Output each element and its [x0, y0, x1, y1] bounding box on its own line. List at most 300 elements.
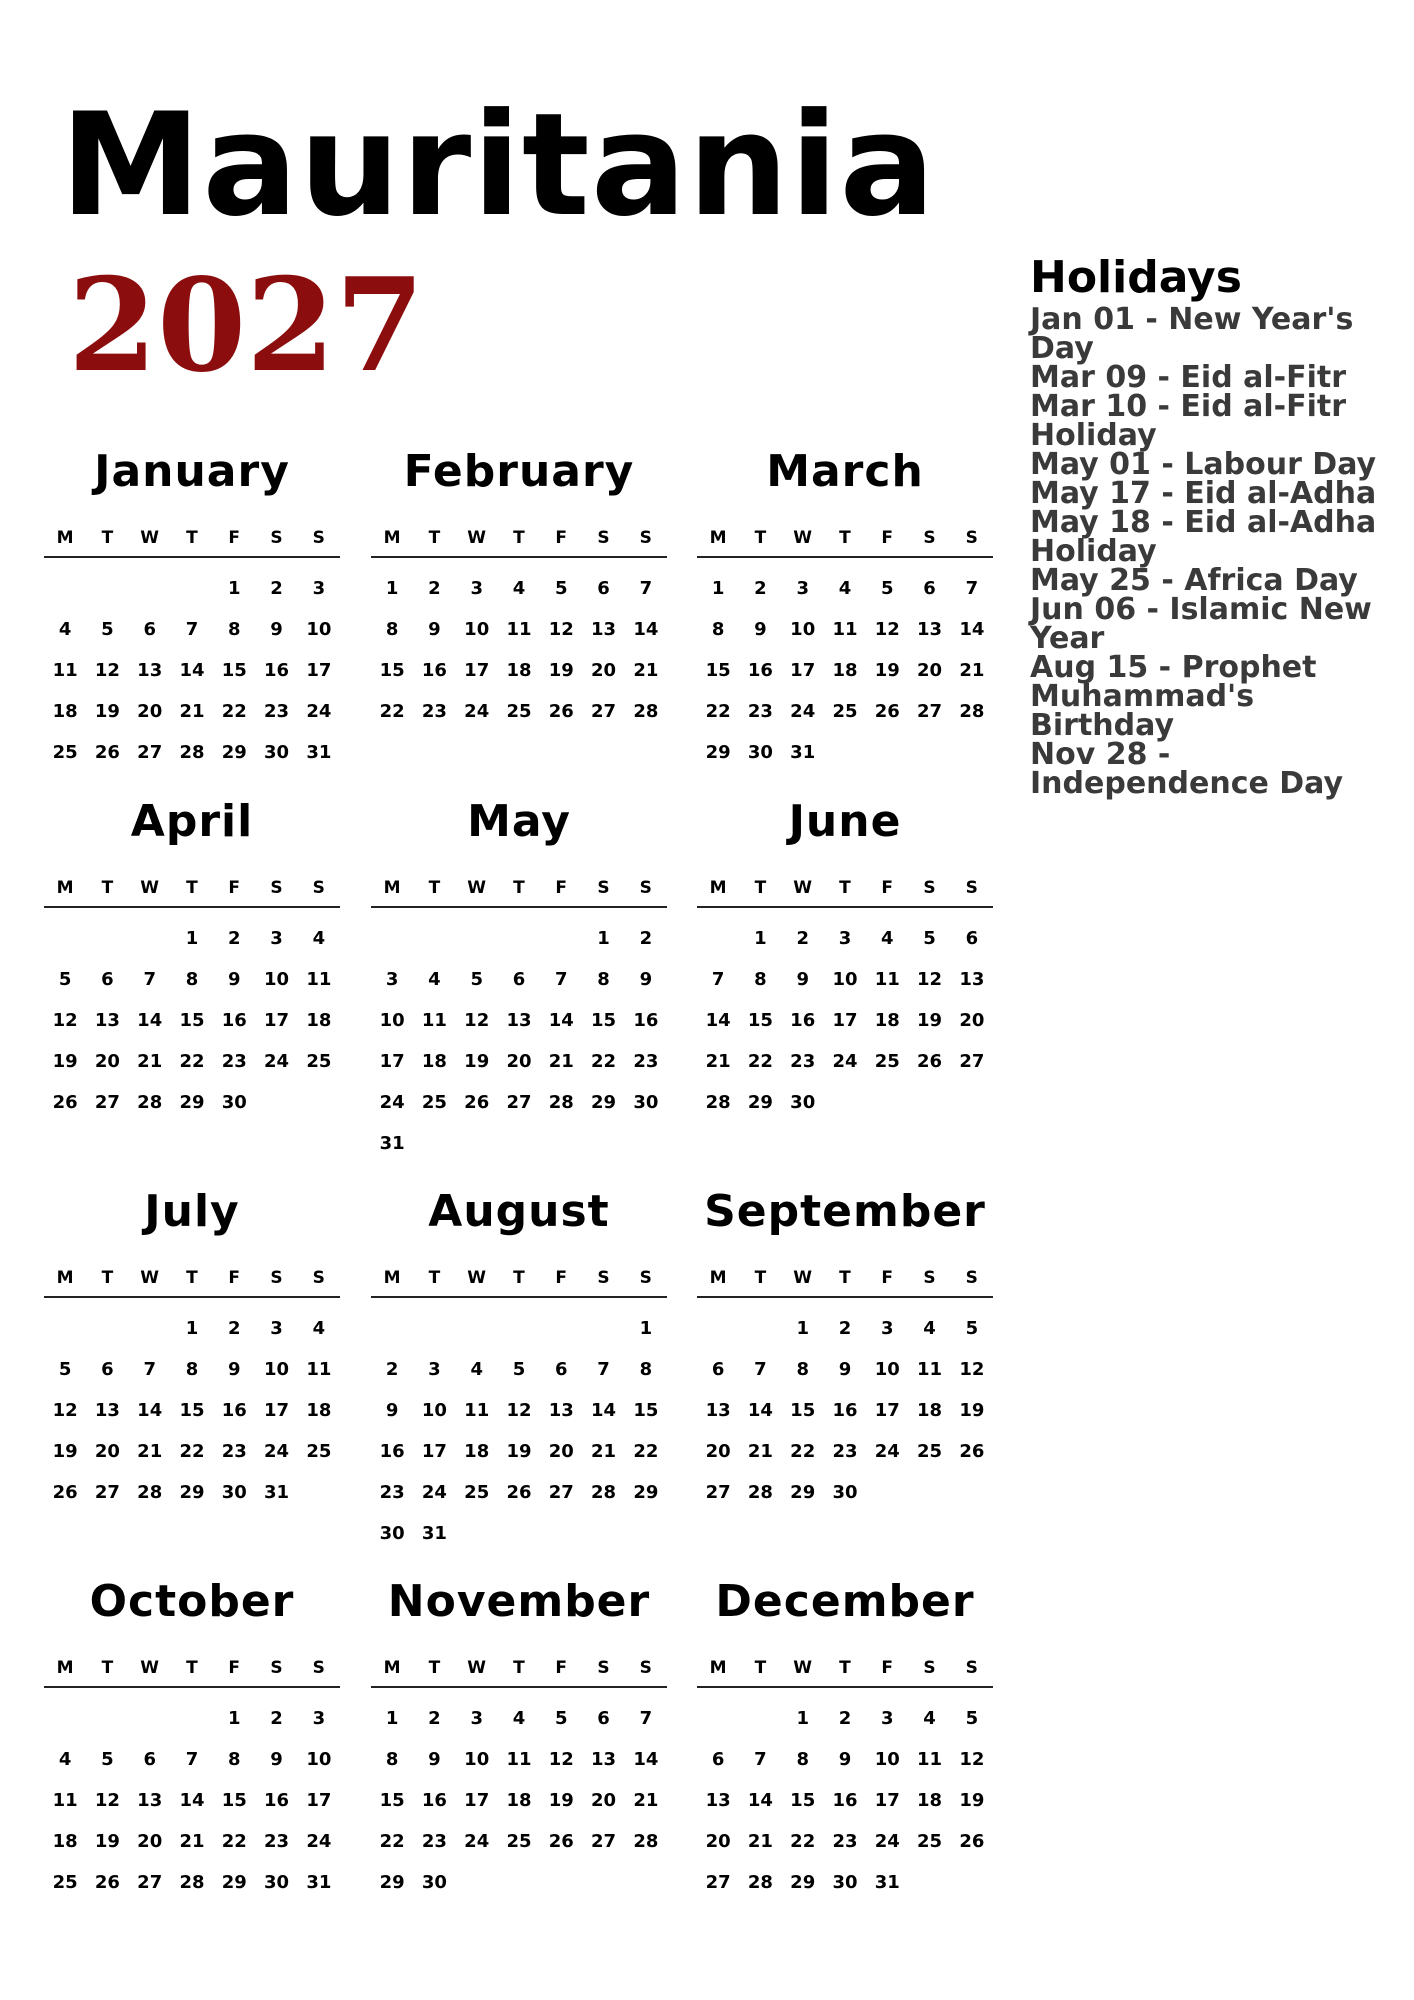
- day-cell: 17: [264, 1010, 290, 1031]
- day-cell: 11: [52, 660, 78, 681]
- day-cell: 28: [179, 742, 205, 763]
- day-cell: 7: [639, 1708, 653, 1729]
- day-cell: 12: [94, 1790, 120, 1811]
- day-cell: 27: [591, 701, 617, 722]
- weekday-label: F: [228, 878, 240, 898]
- day-cell: 6: [143, 1749, 156, 1770]
- day-cell: 10: [464, 1749, 490, 1770]
- day-cell: 26: [959, 1831, 985, 1852]
- day-cell: 3: [385, 969, 399, 990]
- day-cell: 22: [379, 1831, 405, 1852]
- day-cell: 28: [747, 1482, 773, 1503]
- day-cell: 10: [264, 969, 290, 990]
- day-cell: 24: [874, 1831, 900, 1852]
- weekday-header: [371, 1268, 667, 1298]
- day-cell: 8: [385, 1749, 399, 1770]
- day-cell: 5: [555, 578, 568, 599]
- day-cell: 25: [506, 1831, 532, 1852]
- empty-cell: [129, 568, 171, 609]
- weekday-header: [371, 528, 667, 558]
- empty-cell: [371, 918, 413, 959]
- empty-cell: [456, 918, 498, 959]
- day-cell: 1: [597, 928, 610, 949]
- weekday-header: [697, 1268, 993, 1298]
- day-cell: 26: [548, 701, 574, 722]
- day-cell: 25: [917, 1831, 943, 1852]
- day-cell: 4: [512, 1708, 526, 1729]
- day-cell: 9: [754, 619, 767, 640]
- day-cell: 18: [464, 1441, 490, 1462]
- weekday-label: T: [754, 878, 767, 898]
- day-cell: 17: [874, 1400, 900, 1421]
- empty-cell: [739, 1308, 781, 1349]
- day-cell: 1: [796, 1318, 809, 1339]
- day-cell: 10: [379, 1010, 405, 1031]
- day-cell: 28: [591, 1482, 617, 1503]
- day-cell: 5: [965, 1708, 979, 1729]
- day-cell: 12: [959, 1749, 985, 1770]
- day-cell: 3: [470, 1708, 483, 1729]
- day-cell: 22: [379, 701, 405, 722]
- weekday-header: [371, 1658, 667, 1688]
- day-cell: 13: [705, 1790, 731, 1811]
- day-cell: 25: [52, 1872, 78, 1893]
- day-cell: 19: [917, 1010, 943, 1031]
- day-cell: 22: [747, 1051, 773, 1072]
- day-cell: 9: [639, 969, 653, 990]
- weekday-label: S: [270, 1268, 283, 1288]
- weekday-header: [44, 528, 340, 558]
- empty-cell: [44, 568, 86, 609]
- day-grid: [371, 1308, 667, 1554]
- empty-cell: [86, 568, 128, 609]
- month-name: October: [89, 1576, 295, 1627]
- day-cell: 6: [512, 969, 526, 990]
- weekday-label: M: [709, 528, 727, 548]
- day-grid: [697, 918, 993, 1123]
- day-cell: 3: [312, 1708, 326, 1729]
- day-cell: 12: [874, 619, 900, 640]
- day-cell: 19: [959, 1790, 985, 1811]
- day-cell: 16: [832, 1400, 858, 1421]
- day-cell: 18: [874, 1010, 900, 1031]
- weekday-label: T: [839, 878, 851, 898]
- weekday-header: [697, 528, 993, 558]
- day-cell: 29: [790, 1482, 816, 1503]
- month-name: April: [130, 796, 254, 847]
- day-cell: 4: [512, 578, 526, 599]
- day-cell: 19: [548, 1790, 574, 1811]
- weekday-label: T: [754, 528, 767, 548]
- weekday-label: T: [186, 1658, 198, 1678]
- day-cell: 4: [838, 578, 852, 599]
- day-cell: 19: [874, 660, 900, 681]
- weekday-label: W: [467, 528, 487, 548]
- day-cell: 31: [264, 1482, 290, 1503]
- weekday-label: S: [270, 1658, 283, 1678]
- day-cell: 3: [270, 1318, 283, 1339]
- empty-cell: [413, 918, 455, 959]
- day-grid: [44, 1308, 340, 1513]
- day-cell: 8: [711, 619, 725, 640]
- day-cell: 5: [923, 928, 936, 949]
- weekday-header: [371, 878, 667, 908]
- day-cell: 4: [923, 1708, 936, 1729]
- day-cell: 16: [790, 1010, 816, 1031]
- day-cell: 29: [591, 1092, 617, 1113]
- day-cell: 1: [185, 928, 199, 949]
- day-cell: 7: [143, 969, 156, 990]
- day-cell: 30: [633, 1092, 659, 1113]
- day-cell: 13: [591, 619, 617, 640]
- weekday-label: S: [965, 1268, 978, 1288]
- day-cell: 9: [428, 1749, 441, 1770]
- holiday-item: May 18 - Eid al-Adha Holiday: [1030, 505, 1377, 570]
- month-august: [371, 1186, 667, 1554]
- day-cell: 15: [179, 1010, 205, 1031]
- day-cell: 13: [705, 1400, 731, 1421]
- day-grid: [44, 1698, 340, 1903]
- day-cell: 11: [52, 1790, 78, 1811]
- weekday-label: T: [754, 1268, 767, 1288]
- day-cell: 5: [512, 1359, 526, 1380]
- empty-cell: [697, 1698, 739, 1739]
- weekday-label: F: [228, 1658, 240, 1678]
- day-cell: 19: [959, 1400, 985, 1421]
- day-cell: 2: [754, 578, 767, 599]
- day-cell: 19: [52, 1051, 78, 1072]
- day-cell: 13: [137, 660, 163, 681]
- month-february: [371, 446, 667, 732]
- day-cell: 8: [385, 619, 399, 640]
- day-cell: 14: [179, 1790, 205, 1811]
- day-cell: 14: [959, 619, 985, 640]
- day-cell: 21: [633, 1790, 659, 1811]
- weekday-label: S: [923, 1658, 936, 1678]
- day-cell: 24: [379, 1092, 405, 1113]
- holiday-item: Mar 10 - Eid al-Fitr Holiday: [1030, 389, 1347, 454]
- day-cell: 29: [633, 1482, 659, 1503]
- day-cell: 6: [101, 969, 114, 990]
- day-cell: 1: [639, 1318, 653, 1339]
- day-cell: 20: [591, 660, 617, 681]
- day-cell: 24: [264, 1051, 290, 1072]
- day-cell: 7: [754, 1359, 767, 1380]
- day-cell: 26: [917, 1051, 943, 1072]
- day-cell: 23: [747, 701, 773, 722]
- month-name: November: [387, 1576, 651, 1627]
- day-cell: 27: [548, 1482, 574, 1503]
- day-cell: 13: [591, 1749, 617, 1770]
- empty-cell: [371, 1308, 413, 1349]
- weekday-header: [44, 878, 340, 908]
- day-cell: 25: [874, 1051, 900, 1072]
- day-cell: 20: [94, 1051, 120, 1072]
- weekday-label: S: [965, 1658, 978, 1678]
- day-cell: 27: [705, 1872, 731, 1893]
- day-cell: 27: [506, 1092, 532, 1113]
- day-cell: 23: [832, 1831, 858, 1852]
- day-cell: 22: [221, 1831, 247, 1852]
- day-cell: 17: [264, 1400, 290, 1421]
- day-cell: 21: [137, 1441, 163, 1462]
- day-cell: 30: [832, 1872, 858, 1893]
- weekday-label: T: [186, 878, 198, 898]
- day-cell: 20: [137, 1831, 163, 1852]
- month-name: March: [766, 446, 924, 497]
- day-cell: 20: [94, 1441, 120, 1462]
- weekday-label: T: [428, 878, 441, 898]
- day-cell: 2: [385, 1359, 399, 1380]
- day-cell: 26: [52, 1482, 78, 1503]
- day-cell: 16: [379, 1441, 405, 1462]
- day-cell: 11: [917, 1359, 943, 1380]
- day-cell: 26: [959, 1441, 985, 1462]
- month-september: [697, 1186, 993, 1513]
- day-cell: 15: [379, 660, 405, 681]
- holiday-item: May 17 - Eid al-Adha: [1030, 476, 1377, 512]
- day-cell: 18: [52, 1831, 78, 1852]
- day-cell: 27: [94, 1482, 120, 1503]
- day-cell: 2: [639, 928, 653, 949]
- day-cell: 17: [874, 1790, 900, 1811]
- day-cell: 18: [506, 660, 532, 681]
- weekday-label: M: [56, 878, 74, 898]
- weekday-header: [697, 1658, 993, 1688]
- day-cell: 30: [747, 742, 773, 763]
- day-cell: 21: [179, 701, 205, 722]
- day-cell: 9: [838, 1749, 852, 1770]
- day-cell: 3: [838, 928, 852, 949]
- day-cell: 12: [94, 660, 120, 681]
- weekday-label: F: [555, 1658, 567, 1678]
- month-april: [44, 796, 340, 1123]
- day-cell: 5: [555, 1708, 568, 1729]
- day-cell: 3: [312, 578, 326, 599]
- weekday-label: S: [312, 1268, 325, 1288]
- month-name: September: [704, 1186, 986, 1237]
- day-cell: 3: [428, 1359, 441, 1380]
- day-cell: 15: [591, 1010, 617, 1031]
- day-cell: 4: [58, 619, 72, 640]
- day-cell: 4: [312, 1318, 326, 1339]
- day-cell: 18: [917, 1790, 943, 1811]
- day-cell: 2: [270, 578, 283, 599]
- weekday-label: W: [140, 528, 160, 548]
- weekday-label: W: [467, 878, 487, 898]
- weekday-header: [697, 878, 993, 908]
- year-title: 2027: [68, 251, 425, 401]
- day-cell: 10: [264, 1359, 290, 1380]
- day-cell: 10: [874, 1749, 900, 1770]
- month-name: January: [94, 446, 290, 497]
- day-cell: 17: [421, 1441, 447, 1462]
- day-cell: 13: [917, 619, 943, 640]
- day-cell: 6: [101, 1359, 114, 1380]
- day-cell: 26: [94, 742, 120, 763]
- day-cell: 28: [747, 1872, 773, 1893]
- day-cell: 14: [179, 660, 205, 681]
- empty-cell: [129, 1698, 171, 1739]
- day-cell: 22: [790, 1441, 816, 1462]
- day-cell: 29: [379, 1872, 405, 1893]
- holiday-item: May 25 - Africa Day: [1030, 563, 1358, 599]
- day-cell: 20: [917, 660, 943, 681]
- day-cell: 14: [548, 1010, 574, 1031]
- weekday-label: T: [754, 1658, 767, 1678]
- day-cell: 7: [143, 1359, 156, 1380]
- weekday-label: F: [228, 528, 240, 548]
- day-cell: 2: [428, 1708, 441, 1729]
- day-cell: 4: [923, 1318, 936, 1339]
- weekday-label: F: [228, 1268, 240, 1288]
- day-grid: [697, 1308, 993, 1513]
- day-cell: 17: [464, 660, 490, 681]
- day-cell: 1: [185, 1318, 199, 1339]
- empty-cell: [697, 1308, 739, 1349]
- day-cell: 20: [705, 1441, 731, 1462]
- weekday-label: S: [270, 878, 283, 898]
- empty-cell: [171, 568, 213, 609]
- day-cell: 28: [548, 1092, 574, 1113]
- day-cell: 2: [270, 1708, 283, 1729]
- day-cell: 9: [428, 619, 441, 640]
- day-cell: 4: [58, 1749, 72, 1770]
- weekday-header: [44, 1268, 340, 1298]
- weekday-label: F: [555, 1268, 567, 1288]
- day-cell: 11: [917, 1749, 943, 1770]
- day-cell: 9: [228, 969, 241, 990]
- day-cell: 23: [379, 1482, 405, 1503]
- day-cell: 10: [790, 619, 816, 640]
- day-cell: 21: [747, 1441, 773, 1462]
- day-cell: 18: [506, 1790, 532, 1811]
- empty-cell: [413, 1308, 455, 1349]
- holidays-title: Holidays: [1030, 252, 1242, 303]
- day-cell: 5: [58, 969, 72, 990]
- day-cell: 20: [591, 1790, 617, 1811]
- day-cell: 13: [94, 1400, 120, 1421]
- day-cell: 28: [705, 1092, 731, 1113]
- day-cell: 22: [705, 701, 731, 722]
- weekday-label: T: [186, 528, 198, 548]
- empty-cell: [697, 918, 739, 959]
- day-cell: 16: [832, 1790, 858, 1811]
- day-cell: 3: [270, 928, 283, 949]
- day-cell: 6: [143, 619, 156, 640]
- weekday-label: T: [186, 1268, 198, 1288]
- day-cell: 7: [639, 578, 653, 599]
- day-cell: 2: [428, 578, 441, 599]
- day-cell: 12: [506, 1400, 532, 1421]
- holiday-item: Jun 06 - Islamic New Year: [1030, 592, 1372, 657]
- weekday-label: M: [709, 1268, 727, 1288]
- weekday-label: T: [428, 1268, 441, 1288]
- day-cell: 22: [790, 1831, 816, 1852]
- day-grid: [697, 1698, 993, 1903]
- day-cell: 30: [832, 1482, 858, 1503]
- day-cell: 3: [470, 578, 483, 599]
- weekday-label: M: [383, 1658, 401, 1678]
- weekday-label: M: [56, 1658, 74, 1678]
- weekday-label: W: [467, 1268, 487, 1288]
- day-cell: 14: [137, 1010, 163, 1031]
- day-cell: 28: [633, 701, 659, 722]
- weekday-label: S: [639, 528, 652, 548]
- weekday-label: S: [923, 1268, 936, 1288]
- day-cell: 31: [421, 1523, 447, 1544]
- day-cell: 9: [228, 1359, 241, 1380]
- day-cell: 9: [270, 1749, 283, 1770]
- day-cell: 26: [52, 1092, 78, 1113]
- day-cell: 2: [228, 1318, 241, 1339]
- weekday-label: W: [793, 1268, 813, 1288]
- day-cell: 25: [306, 1441, 332, 1462]
- month-march: [697, 446, 993, 773]
- day-cell: 19: [94, 1831, 120, 1852]
- day-cell: 15: [790, 1400, 816, 1421]
- day-cell: 28: [137, 1092, 163, 1113]
- day-cell: 25: [421, 1092, 447, 1113]
- day-cell: 23: [421, 1831, 447, 1852]
- day-cell: 12: [548, 619, 574, 640]
- holiday-item: May 01 - Labour Day: [1030, 447, 1377, 483]
- day-cell: 26: [506, 1482, 532, 1503]
- day-cell: 1: [385, 1708, 399, 1729]
- month-name: July: [144, 1186, 240, 1237]
- day-cell: 16: [221, 1400, 247, 1421]
- day-cell: 17: [306, 1790, 332, 1811]
- empty-cell: [540, 1308, 582, 1349]
- day-grid: [371, 1698, 667, 1903]
- day-cell: 28: [137, 1482, 163, 1503]
- day-cell: 30: [264, 1872, 290, 1893]
- day-cell: 14: [137, 1400, 163, 1421]
- month-october: [44, 1576, 340, 1903]
- day-cell: 24: [306, 701, 332, 722]
- empty-cell: [582, 1308, 624, 1349]
- weekday-header: [44, 1658, 340, 1688]
- day-cell: 26: [548, 1831, 574, 1852]
- day-cell: 27: [959, 1051, 985, 1072]
- day-cell: 15: [790, 1790, 816, 1811]
- day-cell: 14: [633, 619, 659, 640]
- day-cell: 6: [555, 1359, 568, 1380]
- day-cell: 18: [52, 701, 78, 722]
- weekday-label: W: [793, 878, 813, 898]
- day-cell: 18: [421, 1051, 447, 1072]
- day-cell: 31: [379, 1133, 405, 1154]
- holiday-item: Mar 09 - Eid al-Fitr: [1030, 360, 1347, 396]
- weekday-label: T: [101, 1268, 114, 1288]
- day-cell: 30: [264, 742, 290, 763]
- day-cell: 29: [790, 1872, 816, 1893]
- day-cell: 21: [959, 660, 985, 681]
- day-cell: 27: [137, 742, 163, 763]
- day-cell: 19: [506, 1441, 532, 1462]
- day-cell: 12: [548, 1749, 574, 1770]
- day-cell: 10: [832, 969, 858, 990]
- day-cell: 17: [790, 660, 816, 681]
- day-cell: 10: [874, 1359, 900, 1380]
- month-name: August: [428, 1186, 610, 1237]
- day-cell: 21: [179, 1831, 205, 1852]
- day-cell: 16: [264, 660, 290, 681]
- day-cell: 23: [790, 1051, 816, 1072]
- day-cell: 20: [705, 1831, 731, 1852]
- weekday-label: W: [140, 1658, 160, 1678]
- day-cell: 21: [548, 1051, 574, 1072]
